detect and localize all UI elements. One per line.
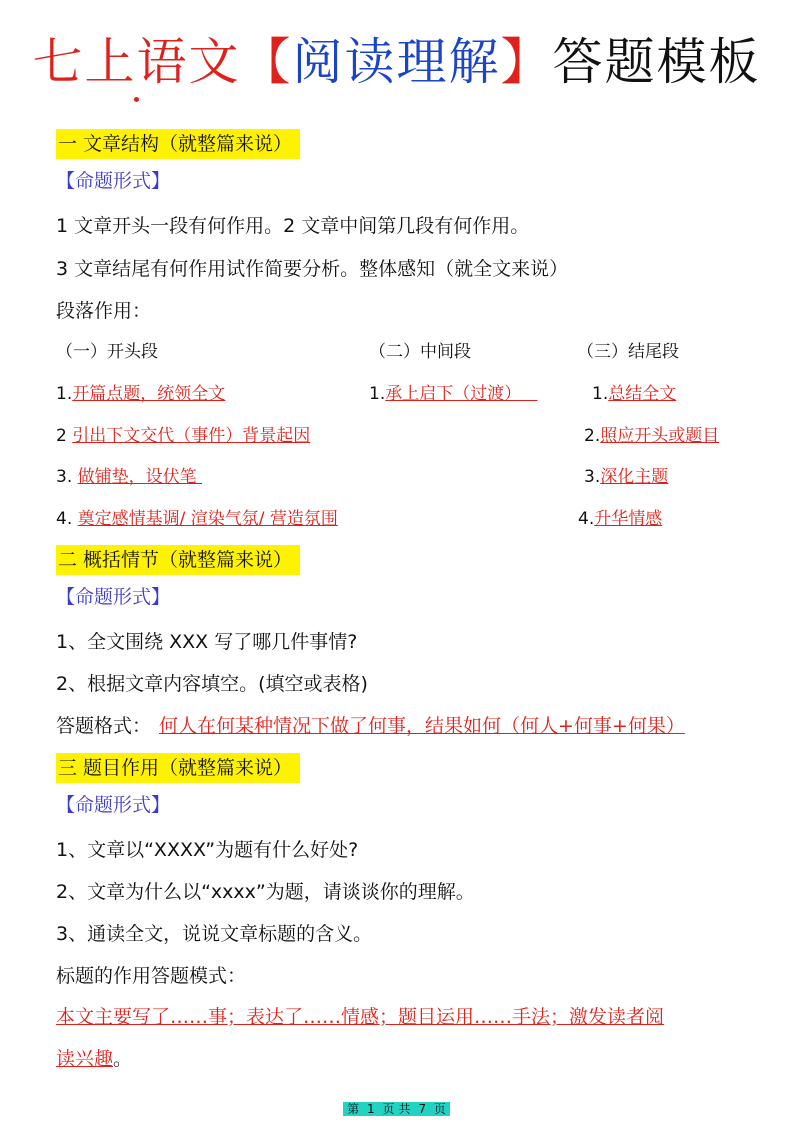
section3-answer-line2: 读兴趣。 <box>56 1048 133 1070</box>
section2-form-label: 【命题形式】 <box>56 586 171 608</box>
section3-answer-line1: 本文主要写了……事；表达了……情感；题目运用……手法；激发读者阅 <box>56 1006 665 1028</box>
col3-item: 3.深化主题 <box>584 467 669 487</box>
col1-item: 2 引出下文交代（事件）背景起因 <box>56 426 311 446</box>
section3-answer-label: 标题的作用答题模式： <box>56 965 247 987</box>
col3-item: 1.总结全文 <box>592 384 677 404</box>
paragraph-function-label: 段落作用： <box>56 300 152 322</box>
title-bracket-open: 【 <box>240 33 293 91</box>
section1-line1: 1 文章开头一段有何作用。2 文章中间第几段有何作用。 <box>56 215 530 237</box>
section3-heading: 三 题目作用（就整篇来说） <box>56 753 300 783</box>
title-part2: 阅读理解 <box>292 33 501 91</box>
col3-item: 2.照应开头或题目 <box>584 426 720 446</box>
section2-answer: 答题格式： 何人在何某种情况下做了何事，结果如何（何人+何事+何果） <box>56 715 685 737</box>
section3-form-label: 【命题形式】 <box>56 794 171 816</box>
footer-page-indicator: 第 1 页 共 7 页 <box>343 1102 450 1116</box>
title-part1: 七上语文 <box>33 33 241 91</box>
section2-heading: 二 概括情节（就整篇来说） <box>56 545 300 575</box>
col3-header: （三）结尾段 <box>577 342 679 362</box>
section1-heading: 一 文章结构（就整篇来说） <box>56 129 300 159</box>
page-footer <box>0 1101 793 1117</box>
col3-item: 4.升华情感 <box>578 509 663 529</box>
title-part3: 答题模板 <box>552 33 761 91</box>
section1-line2: 3 文章结尾有何作用试作简要分析。整体感知（就全文来说） <box>56 258 569 280</box>
section2-q2: 2、根据文章内容填空。(填空或表格) <box>56 673 368 695</box>
section2-q1: 1、全文围绕 XXX 写了哪几件事情? <box>56 631 358 653</box>
section1-form-label: 【命题形式】 <box>56 170 171 192</box>
section3-q1: 1、文章以“XXXX”为题有什么好处? <box>56 839 359 861</box>
col1-item: 4. 奠定感情基调/ 渲染气氛/ 营造氛围 <box>56 509 338 529</box>
col1-item: 3. 做铺垫，设伏笔 <box>56 467 203 487</box>
col2-item: 1.承上启下（过渡） <box>369 384 538 404</box>
page-title <box>0 30 793 94</box>
col2-header: （二）中间段 <box>369 342 471 362</box>
title-bracket-close: 】 <box>500 33 553 91</box>
col1-header: （一）开头段 <box>56 342 158 362</box>
col1-item: 1.开篇点题，统领全文 <box>56 384 226 404</box>
section3-q3: 3、通读全文，说说文章标题的含义。 <box>56 923 373 945</box>
section3-q2: 2、文章为什么以“xxxx”为题，请谈谈你的理解。 <box>56 881 475 903</box>
